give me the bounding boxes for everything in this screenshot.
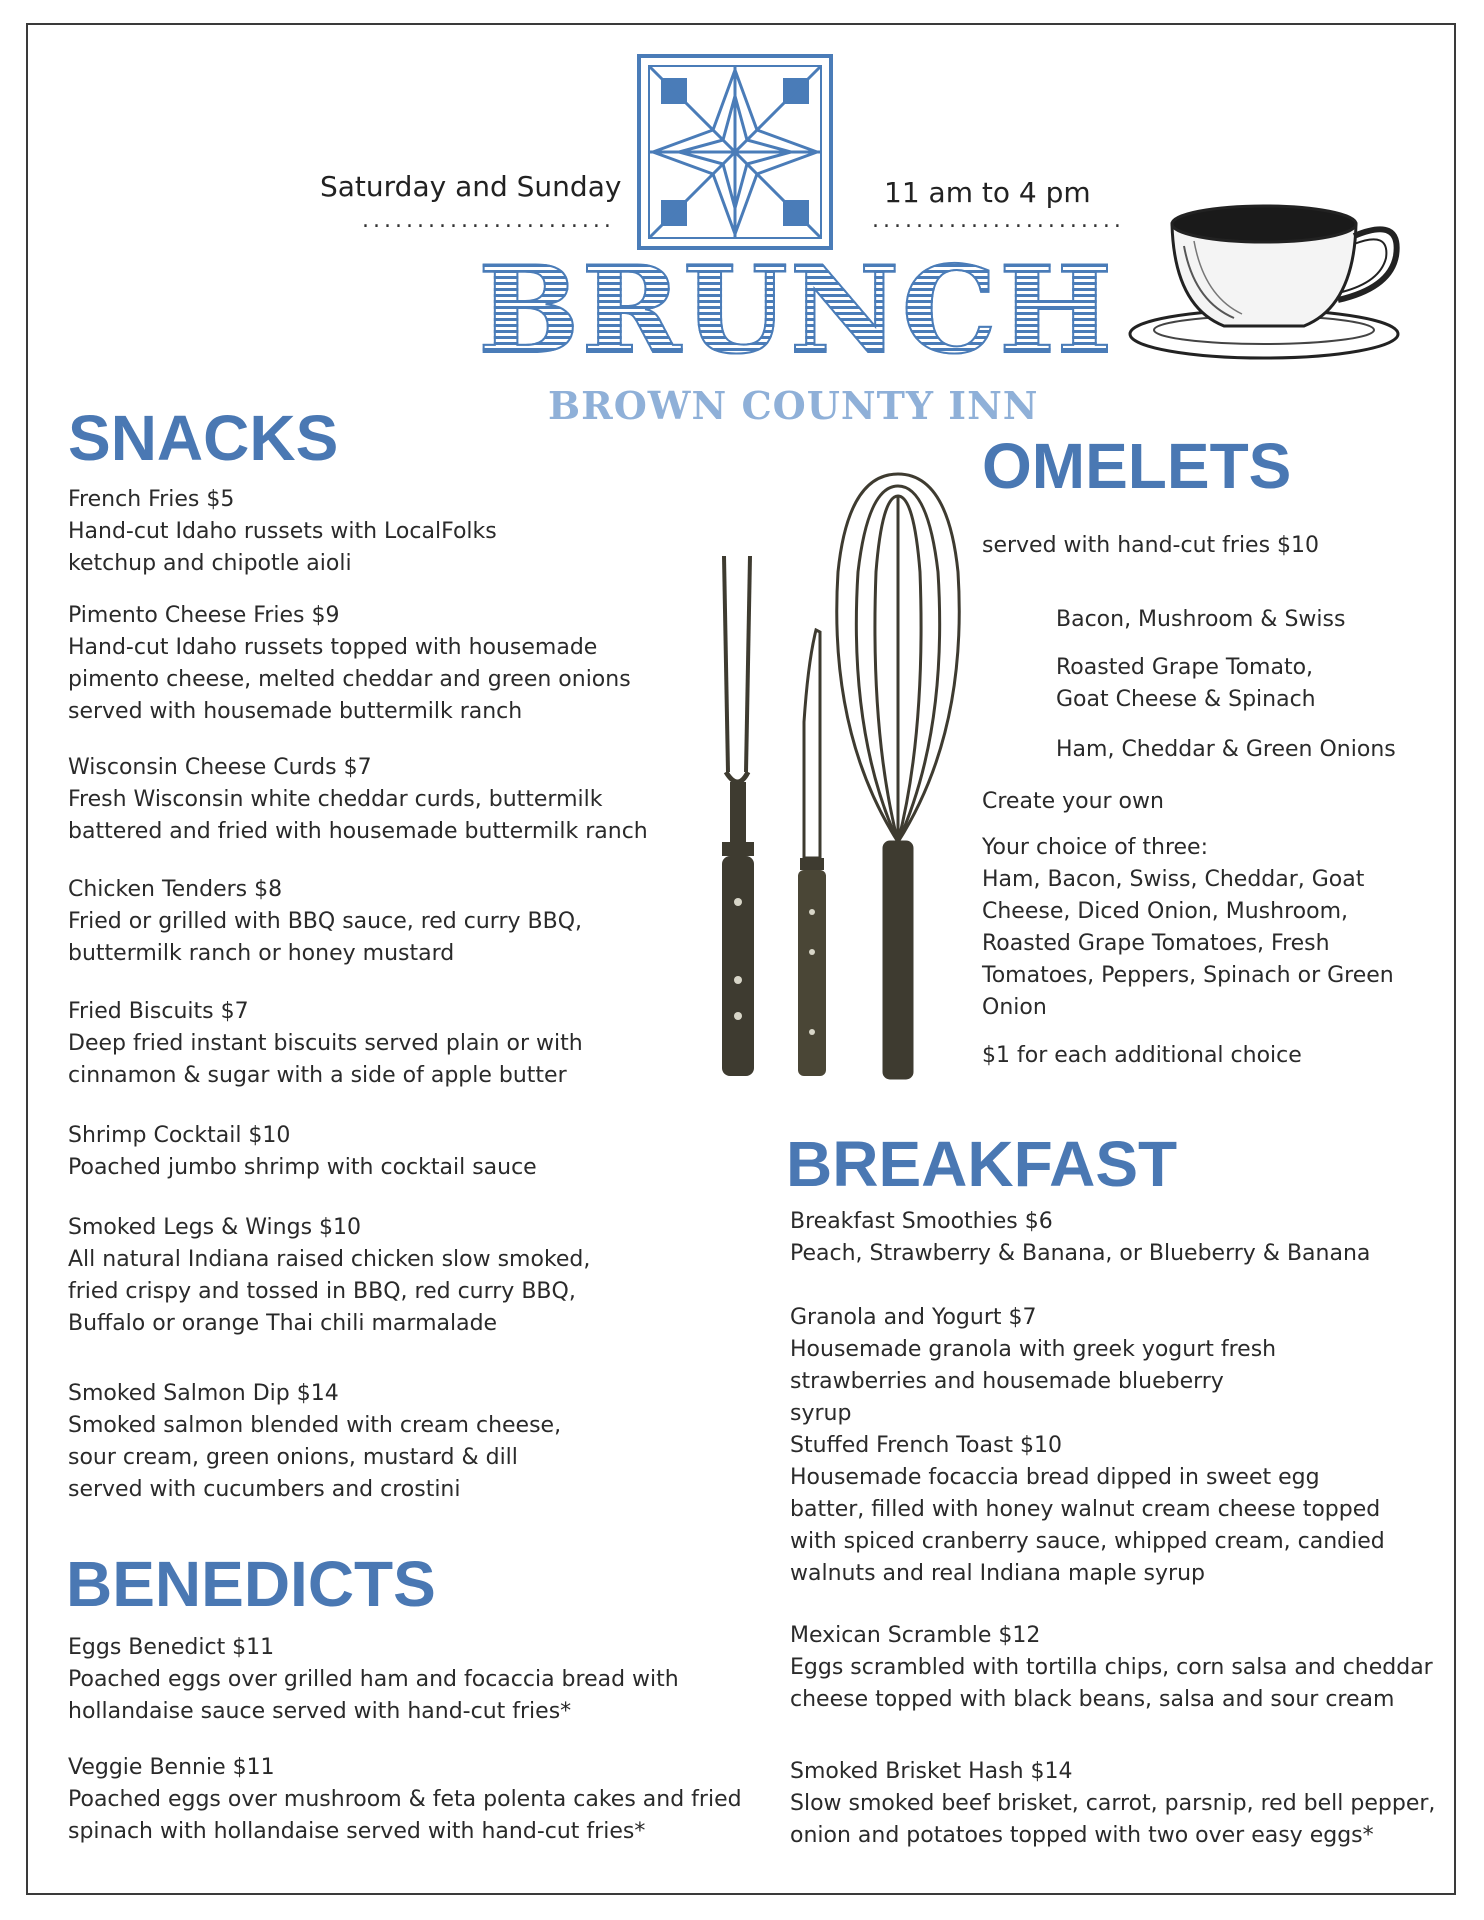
- menu-item-name: Veggie Bennie $11: [68, 1755, 275, 1780]
- days-dots-divider: .......................: [362, 208, 615, 233]
- menu-item-description: Poached jumbo shrimp with cocktail sauce: [68, 1155, 537, 1180]
- menu-item: [68, 1120, 628, 1184]
- menu-item: [68, 1378, 598, 1506]
- menu-item: [790, 1620, 1440, 1716]
- menu-item-description: All natural Indiana raised chicken slow smoked, fried crispy and tossed in BBQ, red curry BBQ, Buffalo or orange Thai chili marmalade: [68, 1247, 591, 1336]
- days-label: Saturday and Sunday: [320, 170, 622, 203]
- menu-item-description: Fresh Wisconsin white cheddar curds, buttermilk battered and fried with housemade buttermilk ranch: [68, 787, 648, 844]
- menu-item-description: Housemade focaccia bread dipped in sweet egg batter, filled with honey walnut cream cheese topped with spiced cranberry sauce, whipped cream, candied walnuts and real Indiana maple syrup: [790, 1465, 1385, 1586]
- menu-item: [68, 1212, 608, 1340]
- menu-item-name: Granola and Yogurt $7: [790, 1305, 1037, 1330]
- menu-item-description: Slow smoked beef brisket, carrot, parsnip, red bell pepper, onion and potatoes topped with two over easy eggs*: [790, 1791, 1436, 1848]
- menu-item-name: Fried Biscuits $7: [68, 999, 249, 1024]
- menu-item: [790, 1430, 1400, 1590]
- omelet-option: Roasted Grape Tomato, Goat Cheese & Spinach: [1056, 655, 1316, 712]
- menu-item-description: Smoked salmon blended with cream cheese, sour cream, green onions, mustard & dill served with cucumbers and crostini: [68, 1413, 562, 1502]
- menu-item-name: Chicken Tenders $8: [68, 877, 283, 902]
- menu-item-description: Eggs scrambled with tortilla chips, corn salsa and cheddar cheese topped with black beans, salsa and sour cream: [790, 1655, 1433, 1712]
- menu-item-name: Wisconsin Cheese Curds $7: [68, 755, 372, 780]
- menu-item: [68, 600, 648, 728]
- hours-label: 11 am to 4 pm: [884, 176, 1091, 209]
- menu-item-name: Breakfast Smoothies $6: [790, 1209, 1053, 1234]
- menu-item-description: Deep fried instant biscuits served plain or with cinnamon & sugar with a side of apple butter: [68, 1031, 583, 1088]
- menu-item: [790, 1302, 1280, 1430]
- breakfast-heading: BREAKFAST: [786, 1128, 1178, 1200]
- menu-item-description: Hand-cut Idaho russets with LocalFolks ketchup and chipotle aioli: [68, 519, 497, 576]
- menu-item-name: Pimento Cheese Fries $9: [68, 603, 340, 628]
- omelet-option: Bacon, Mushroom & Swiss: [1056, 607, 1346, 632]
- additional-choice-price: $1 for each additional choice: [982, 1043, 1302, 1068]
- restaurant-name: BROWN COUNTY INN: [548, 383, 1039, 428]
- menu-item-description: Fried or grilled with BBQ sauce, red curry BBQ, buttermilk ranch or honey mustard: [68, 909, 583, 966]
- fork-icon: [722, 556, 754, 1076]
- menu-item-name: French Fries $5: [68, 487, 235, 512]
- menu-item-name: Smoked Salmon Dip $14: [68, 1381, 339, 1406]
- knife-icon: [798, 630, 826, 1076]
- omelet-option: Ham, Cheddar & Green Onions: [1056, 737, 1396, 762]
- snacks-heading: SNACKS: [68, 402, 339, 474]
- menu-item-name: Eggs Benedict $11: [68, 1635, 275, 1660]
- hours-dots-divider: .......................: [872, 208, 1125, 233]
- menu-item: [68, 1632, 748, 1728]
- fork-knife-whisk-icon: [708, 472, 968, 1082]
- omelet-choices-list: Ham, Bacon, Swiss, Cheddar, Goat Cheese, Diced Onion, Mushroom, Roasted Grape Tomatoes, Fresh Tomatoes, Peppers, Spinach or Green Onion: [982, 867, 1394, 1020]
- menu-item-description: Hand-cut Idaho russets topped with housemade pimento cheese, melted cheddar and green onions served with housemade buttermilk ranch: [68, 635, 631, 724]
- whisk-icon: [837, 474, 960, 1078]
- omelets-heading: OMELETS: [982, 430, 1292, 502]
- menu-item-name: Stuffed French Toast $10: [790, 1433, 1063, 1458]
- menu-item: [68, 1752, 768, 1848]
- menu-item-name: Smoked Legs & Wings $10: [68, 1215, 362, 1240]
- create-your-own-label: Create your own: [982, 789, 1164, 814]
- menu-item-description: Housemade granola with greek yogurt fresh strawberries and housemade blueberry syrup: [790, 1337, 1277, 1426]
- menu-item: [68, 484, 568, 580]
- menu-item: [790, 1206, 1410, 1270]
- page-title: BRUNCH: [478, 240, 1115, 381]
- menu-item-name: Shrimp Cocktail $10: [68, 1123, 291, 1148]
- menu-item-name: Mexican Scramble $12: [790, 1623, 1041, 1648]
- menu-item-description: Poached eggs over grilled ham and focaccia bread with hollandaise sauce served with hand-cut fries*: [68, 1667, 679, 1724]
- menu-item: [68, 874, 628, 970]
- benedicts-heading: BENEDICTS: [66, 1548, 436, 1620]
- coffee-cup-icon: [1124, 196, 1424, 366]
- menu-item: [68, 752, 678, 848]
- menu-item: [790, 1756, 1440, 1852]
- quilt-star-logo-icon: [635, 52, 835, 252]
- menu-item: [68, 996, 628, 1092]
- menu-item-description: Peach, Strawberry & Banana, or Blueberry & Banana: [790, 1241, 1371, 1266]
- omelets-intro: served with hand-cut fries $10: [982, 533, 1320, 558]
- menu-item-description: Poached eggs over mushroom & feta polenta cakes and fried spinach with hollandaise served with hand-cut fries*: [68, 1787, 742, 1844]
- choice-label: Your choice of three:: [982, 835, 1209, 860]
- menu-item-name: Smoked Brisket Hash $14: [790, 1759, 1073, 1784]
